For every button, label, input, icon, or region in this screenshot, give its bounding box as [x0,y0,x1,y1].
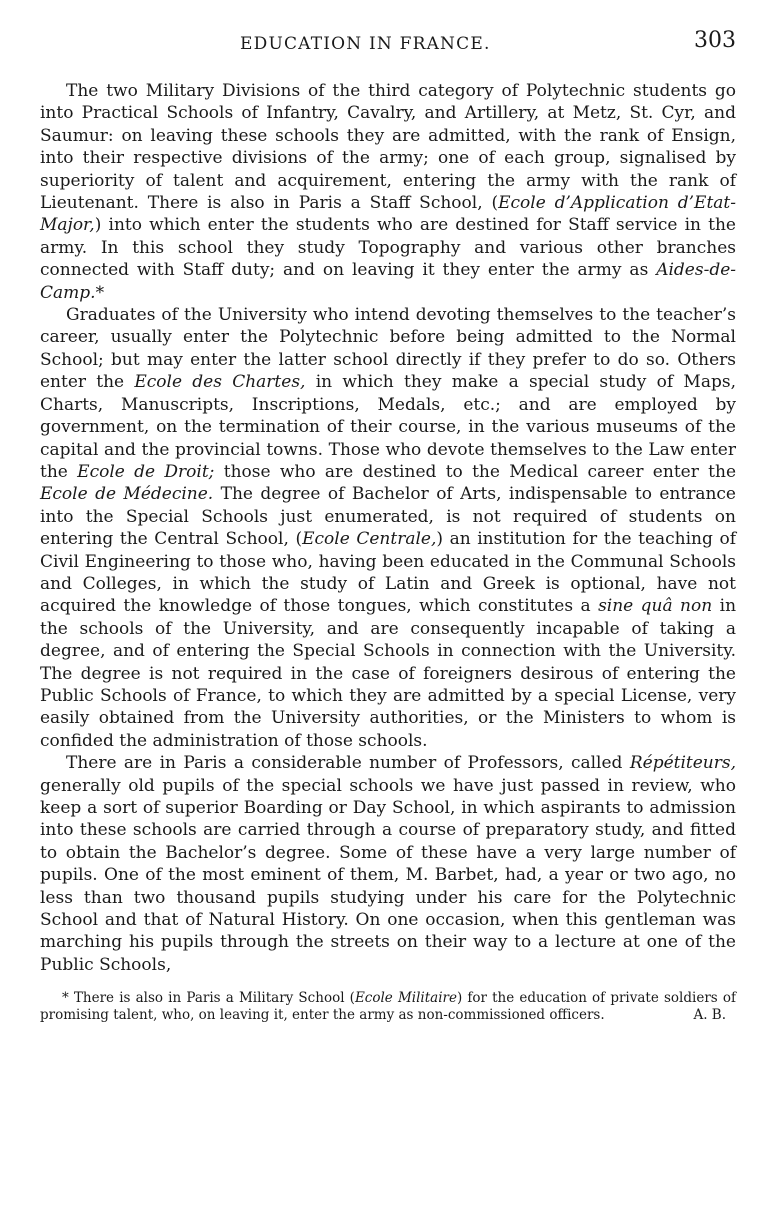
text-run: * [95,282,105,303]
text-run: in which they make a special study of Maps, Charts, Manuscripts, Inscriptions, Medals, etc.; and are employed by government, on the termination of their course, in the various museums of the capital and the provincial towns. Those who devote themselves to the Law enter the [40,372,736,482]
footnote-signature: A. B. [693,1007,726,1024]
text-run: * There is also in Paris a Military School ( [62,990,355,1007]
italic-text: Répétiteurs, [629,753,736,774]
page-number: 303 [694,28,736,53]
italic-text: Ecole d’Application d’Etat-Major, [40,193,736,236]
paragraph [40,304,736,752]
italic-text: Ecole des Chartes, [134,372,306,393]
italic-text: Ecole de Droit; [77,461,215,482]
italic-text: Ecole Militaire [354,990,457,1007]
running-title: EDUCATION IN FRANCE. [240,34,491,54]
text-run: those who are destined to the Medical career enter the [214,461,737,482]
text-run: ) for the education of private soldiers of promising talent, who, on leaving it, enter the army as non-commissioned officers. [40,990,736,1024]
footnote [40,990,736,1024]
body-text [40,80,736,976]
page-header [40,28,736,62]
text-run: Graduates of the University who intend devoting themselves to the teacher’s career, usually enter the Polytechnic before being admitted to the Normal School; but may enter the latter school directly if they prefer to do so. Others enter the [40,305,736,393]
paragraph [40,752,736,976]
text-run: in the schools of the University, and are consequently incapable of taking a degree, and of entering the Special Schools in connection with the University. The degree is not required in the case of foreigners desirous of entering the Public Schools of France, to which they are admitted by a special License, very easily obtained from the University authorities, or the Ministers to whom is confided the administration of those schools. [40,596,737,751]
page [40,28,736,1024]
text-run: The degree of Bachelor of Arts, indispensable to entrance into the Special Schools just enumerated, is not required of students on entering the Central School, ( [40,484,736,550]
text-run: The two Military Divisions of the third category of Polytechnic students go into Practical Schools of Infantry, Cavalry, and Artillery, at Metz, St. Cyr, and Saumur: on leaving these schools they are admitted, with the rank of Ensign, into their respective divisions of the army; one of each group, signalised by superiority of talent and acquirement, entering the army with the rank of Lieutenant. There is also in Paris a Staff School, ( [40,81,736,214]
paragraph [40,80,736,304]
italic-text: sine quâ non [598,596,713,617]
text-run: There are in Paris a considerable number of Professors, called [66,753,630,774]
italic-text: Ecole de Médecine. [40,484,214,505]
text-run: ) into which enter the students who are destined for Staff service in the army. In this school they study Topography and various other branches connected with Staff duty; and on leaving it they enter the army as [40,215,736,281]
italic-text: Ecole Centrale, [302,529,437,550]
italic-text: Aides-de-Camp. [40,260,736,303]
text-run: ) an institution for the teaching of Civil Engineering to those who, having been educated in the Communal Schools and Colleges, in which the study of Latin and Greek is optional, have not acquired the knowledge of those tongues, which constitutes a [40,529,736,617]
text-run: generally old pupils of the special schools we have just passed in review, who keep a sort of superior Boarding or Day School, in which aspirants to admission into these schools are carried through a course of preparatory study, and fitted to obtain the Bachelor’s degree. Some of these have a very large number of pupils. One of the most eminent of them, M. Barbet, had, a year or two ago, no less than two thousand pupils studying under his care for the Polytechnic School and that of Natural History. On one occasion, when this gentleman was marching his pupils through the streets on their way to a lecture at one of the Public Schools, [40,775,736,975]
